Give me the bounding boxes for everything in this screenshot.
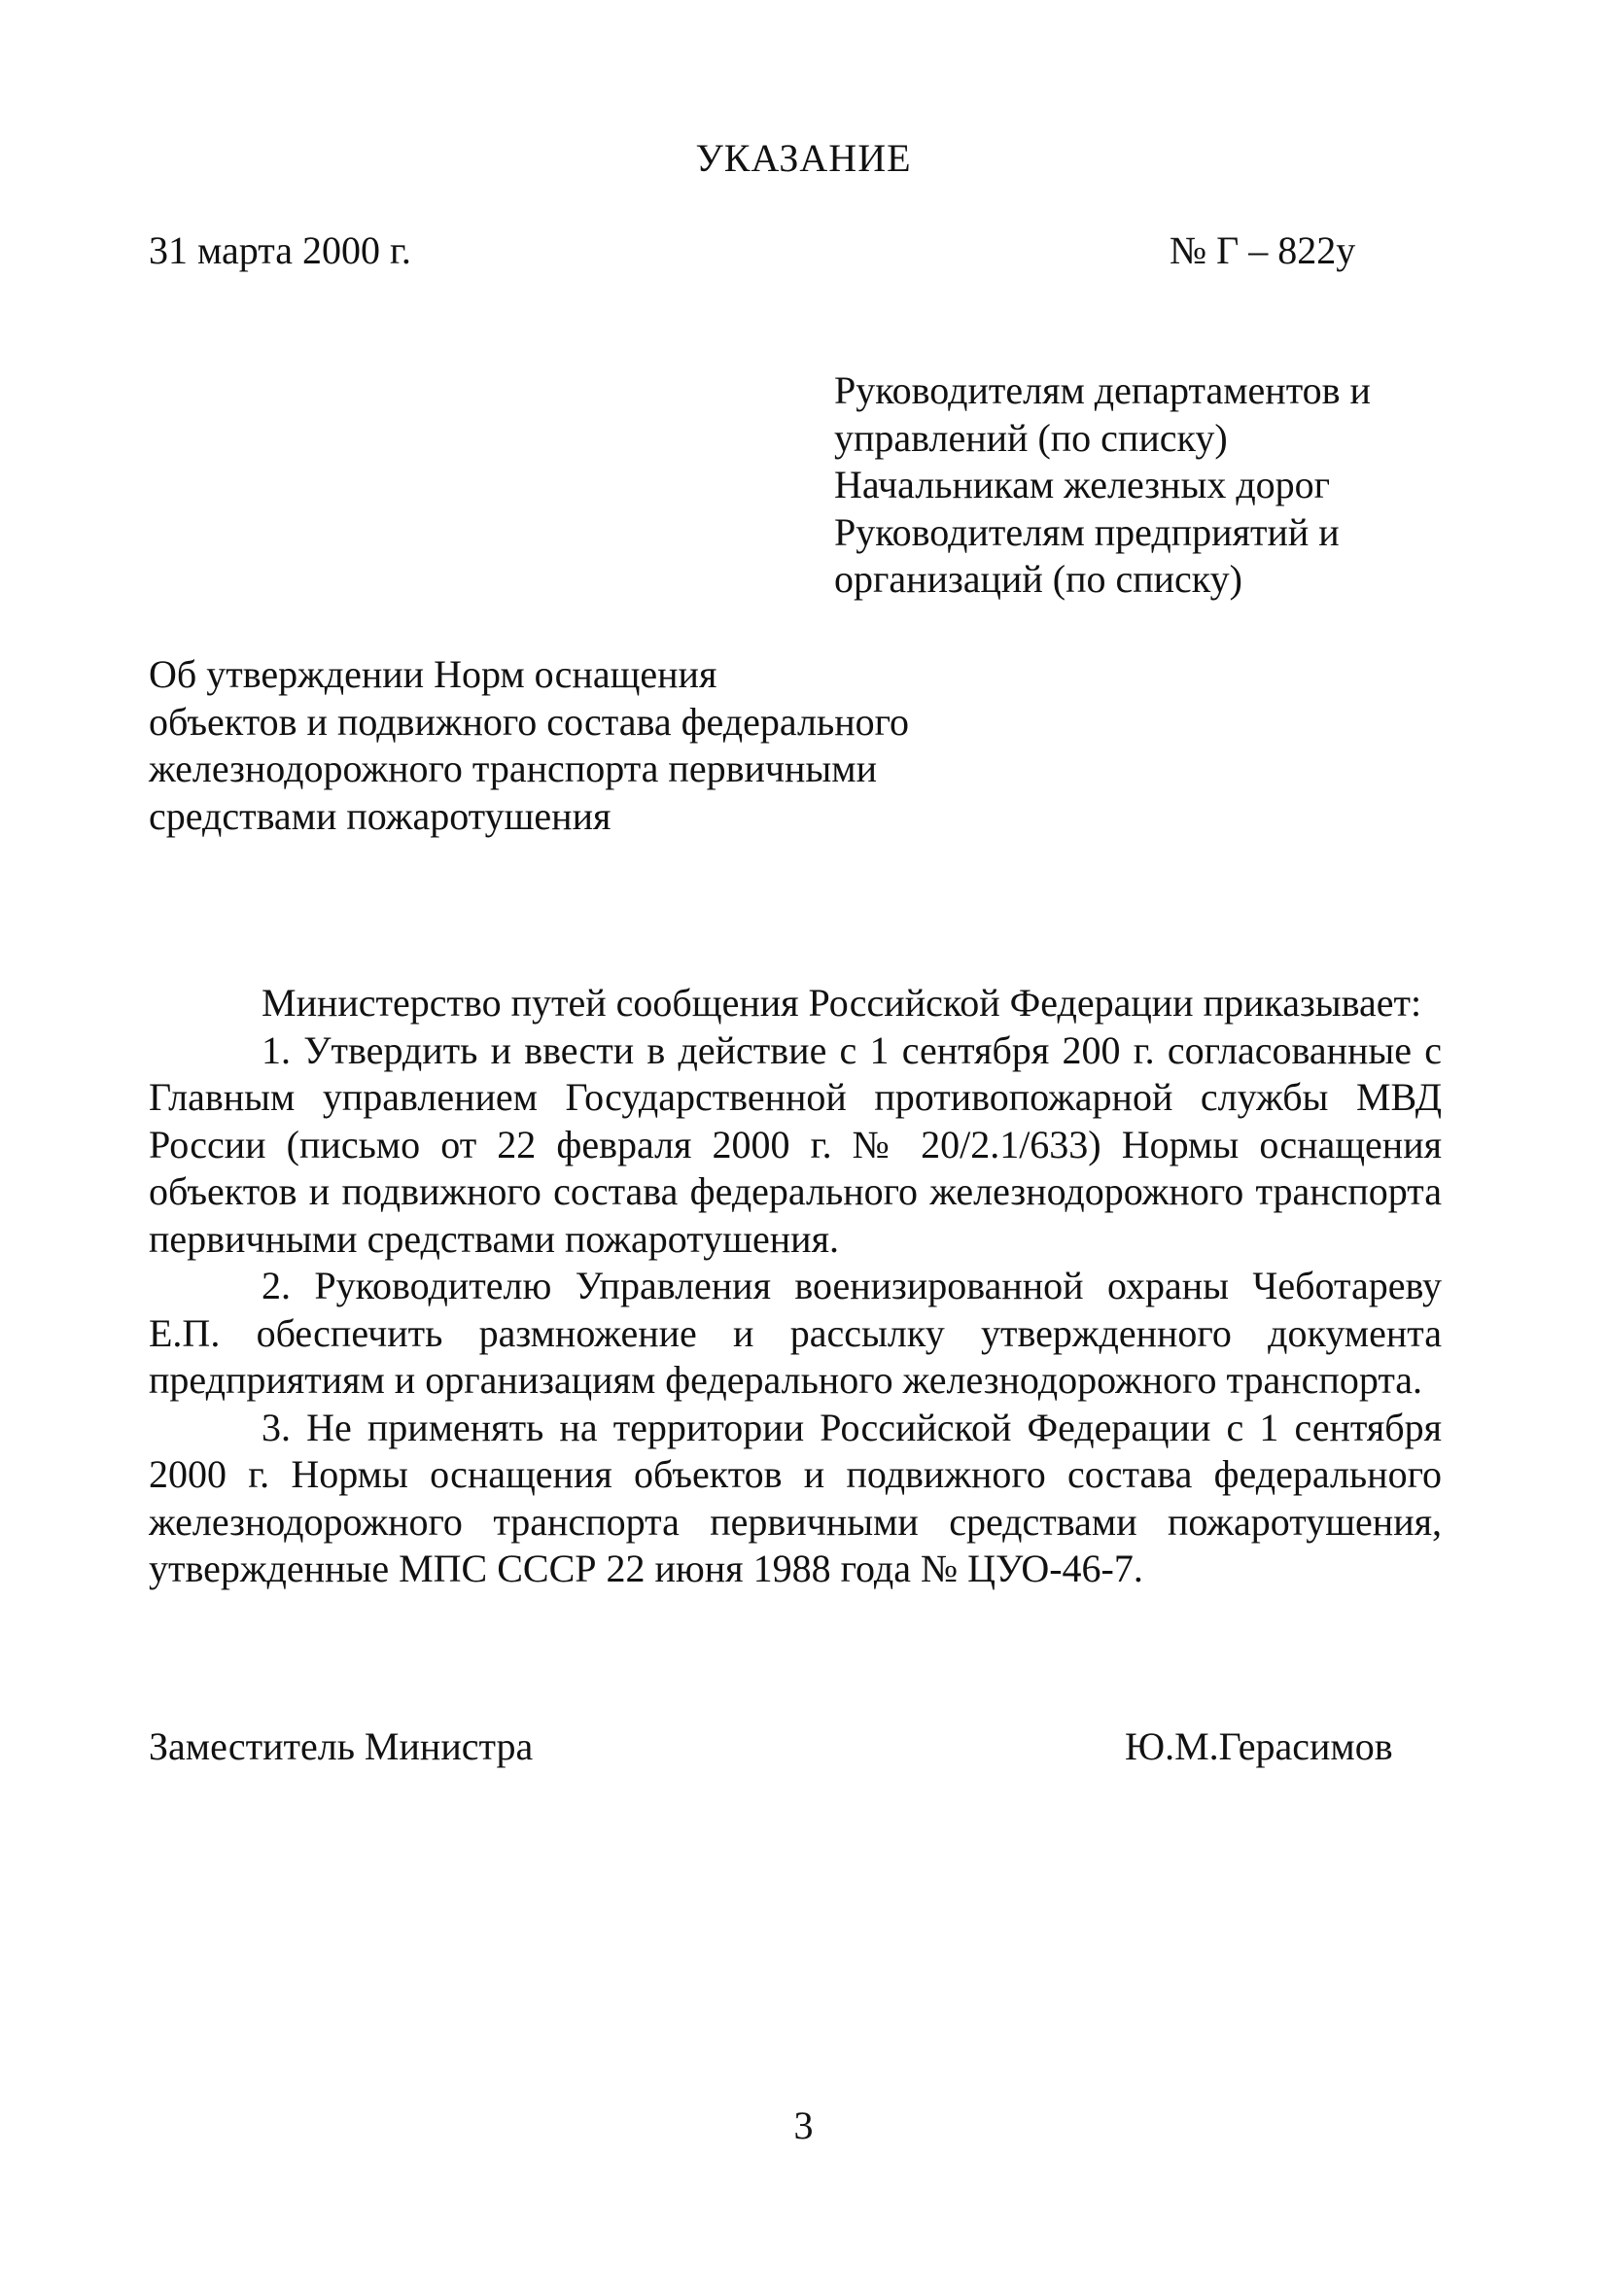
subject-line: железнодорожного транспорта первичными <box>149 747 877 790</box>
intro-sentence: Министерство путей сообщения Российской Федерации приказывает: <box>262 981 1422 1025</box>
signatory-title: Заместитель Министра <box>149 1724 534 1768</box>
addressee-line: Руководителям предприятий и <box>834 509 1340 554</box>
document-body <box>149 980 1442 1593</box>
order-paragraph-1: 1. Утвердить и ввести в действие с 1 сентября 200 г. согласованные с Главным управлением Государственной противопожарной службы МВД России (письмо от 22 февраля 2000 г. № 20/2.1/633) Нормы оснащения объектов и подвижного состава федерального железнодорожного транспорта первичными средствами пожаротушения. <box>149 1027 1442 1261</box>
subject-block <box>149 651 1024 840</box>
order-paragraph-2: 2. Руководителю Управления военизированной охраны Чеботареву Е.П. обеспечить размножение и рассылку утвержденного документа предприятиям и организациям федерального железнодорожного транспорта. <box>149 1264 1442 1402</box>
subject-line: объектов и подвижного состава федерального <box>149 699 910 744</box>
addressee-block <box>834 367 1515 604</box>
order-paragraph-3: 3. Не применять на территории Российской Федерации с 1 сентября 2000 г. Нормы оснащения объектов и подвижного состава федерального железнодорожного транспорта первичными средствами пожаротушения, утвержденные МПС СССР 22 июня 1988 года № ЦУО-46-7. <box>149 1405 1442 1590</box>
page-number: 3 <box>793 2104 814 2147</box>
subject-line: средствами пожаротушения <box>149 793 611 838</box>
document-number: № Г – 822у <box>1170 228 1356 272</box>
addressee-line: организаций (по списку) <box>834 557 1242 601</box>
document-type-heading: УКАЗАНИЕ <box>695 136 912 180</box>
signatory-name: Ю.М.Герасимов <box>1125 1724 1393 1768</box>
addressee-line: Руководителям департаментов и <box>834 368 1371 412</box>
addressee-line: Начальникам железных дорог <box>834 463 1331 506</box>
addressee-line: управлений (по списку) <box>834 415 1228 460</box>
document-date: 31 марта 2000 г. <box>149 228 411 272</box>
subject-line: Об утверждении Норм оснащения <box>149 652 717 696</box>
